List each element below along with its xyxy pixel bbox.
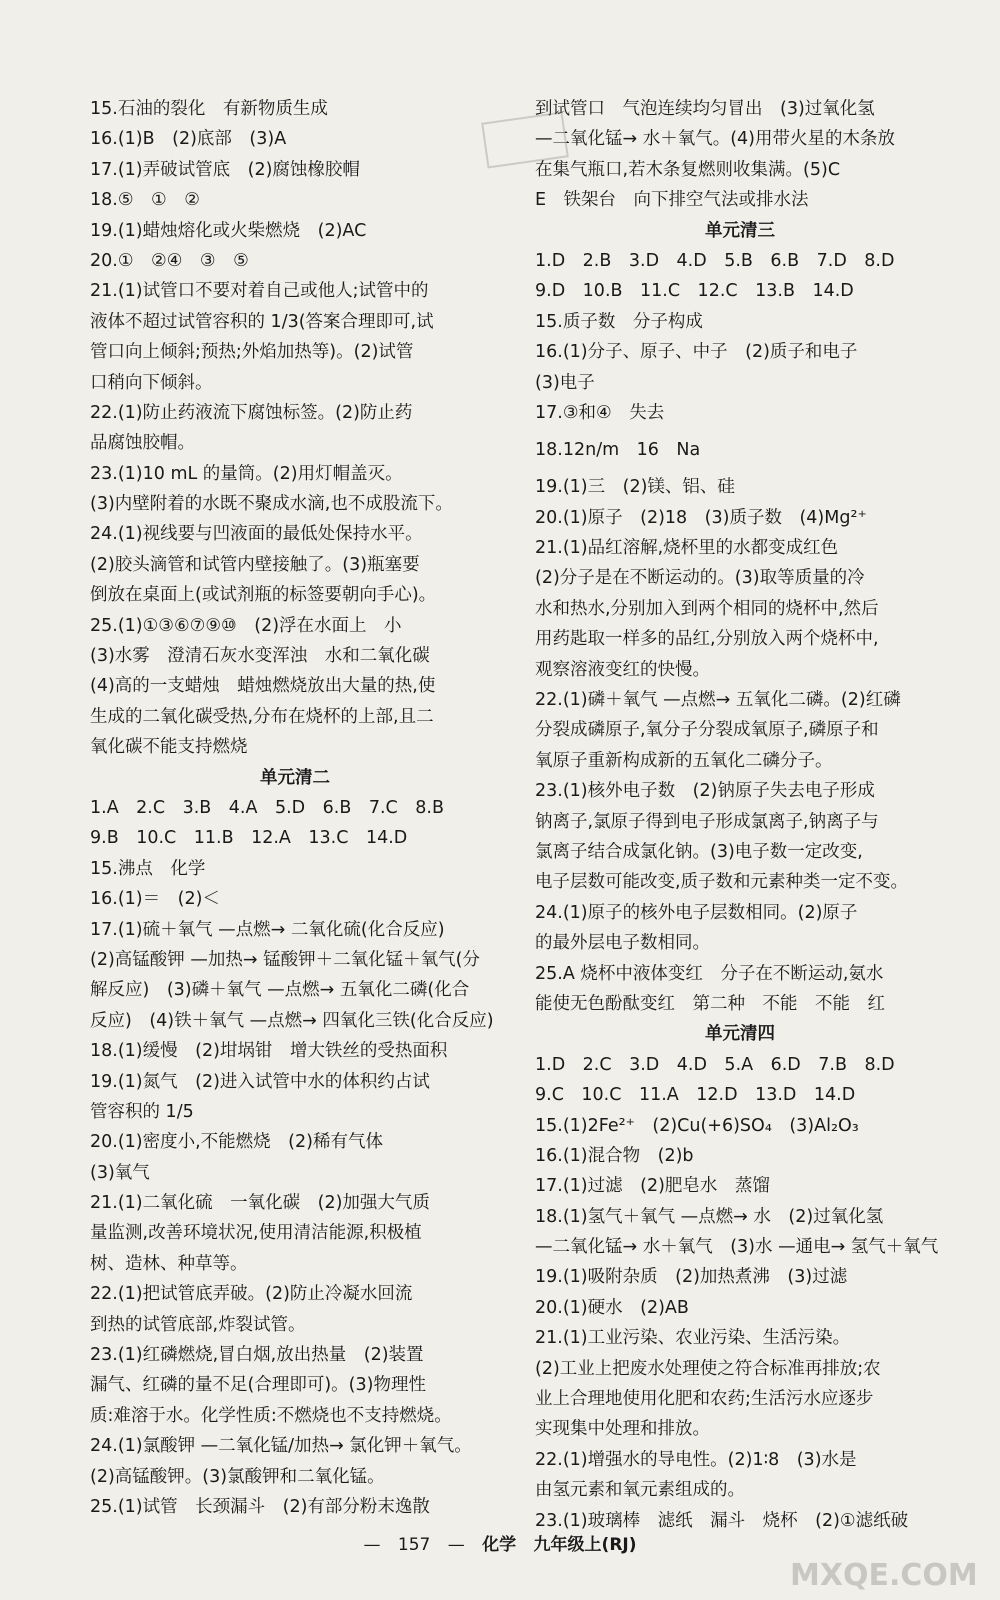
answer-line: 氧原子重新构成新的五氧化二磷分子。 — [535, 750, 833, 771]
answer-line: 到试管口 气泡连续均匀冒出 (3)过氧化氢 — [535, 99, 875, 119]
answer-line: 17.③和④ 失去 — [535, 402, 665, 423]
page-footer: — 157 — 化学 九年级上(RJ) — [363, 1535, 637, 1555]
answer-line: 到热的试管底部,炸裂试管。 — [90, 1314, 306, 1335]
answer-line: 23.(1)玻璃棒 滤纸 漏斗 烧杯 (2)①滤纸破 — [535, 1510, 909, 1531]
answer-line: 倒放在桌面上(或试剂瓶的标签要朝向手心)。 — [90, 585, 437, 606]
stamp-icon — [480, 110, 570, 170]
answer-line: 19.(1)氮气 (2)进入试管中水的体积约占试 — [90, 1071, 430, 1092]
answer-line: 25.(1)试管 长颈漏斗 (2)有部分粉末逸散 — [90, 1496, 430, 1517]
answer-line: 9.C 10.C 11.A 12.D 13.D 14.D — [535, 1085, 856, 1106]
answer-line: 22.(1)磷＋氧气 —点燃→ 五氧化二磷。(2)红磷 — [535, 690, 901, 711]
answer-line: (2)高锰酸钾。(3)氯酸钾和二氧化锰。 — [90, 1466, 385, 1487]
answer-line: 1.D 2.C 3.D 4.D 5.A 6.D 7.B 8.D — [535, 1054, 895, 1075]
answer-line: 水和热水,分别加入到两个相同的烧杯中,然后 — [535, 598, 879, 619]
answer-line: (2)分子是在不断运动的。(3)取等质量的冷 — [535, 568, 865, 589]
answer-line: 15.石油的裂化 有新物质生成 — [90, 99, 328, 119]
answer-line: 品腐蚀胶帽。 — [90, 433, 195, 454]
answer-line: (3)水雾 澄清石灰水变浑浊 水和二氧化碳 — [90, 646, 430, 667]
answer-line: 19.(1)蜡烛熔化或火柴燃烧 (2)AC — [90, 220, 367, 241]
answer-line: (3)氧气 — [90, 1162, 150, 1183]
answer-line: 18.⑤ ① ② — [90, 190, 200, 211]
answer-line: 漏气、红磷的量不足(合理即可)。(3)物理性 — [90, 1375, 426, 1396]
answer-line: 管容积的 1/5 — [90, 1101, 194, 1122]
answer-line: 20.(1)原子 (2)18 (3)质子数 (4)Mg²⁺ — [535, 507, 867, 528]
answer-line: (3)内壁附着的水既不聚成水滴,也不成股流下。 — [90, 494, 453, 515]
watermark-logo-icon — [780, 1540, 980, 1600]
answer-line: 18.12n/m 16 Na — [535, 440, 701, 461]
footer-grade: 九年级上(RJ) — [533, 1535, 637, 1555]
answer-line: 生成的二氧化碳受热,分布在烧杯的上部,且二 — [90, 706, 434, 727]
answer-line: 21.(1)工业污染、农业污染、生活污染。 — [535, 1328, 851, 1349]
answer-line: 17.(1)硫＋氧气 —点燃→ 二氧化硫(化合反应) — [90, 919, 445, 940]
answer-line: 口稍向下倾斜。 — [90, 372, 213, 393]
page-number: 157 — [397, 1535, 431, 1555]
answer-line: 氧化碳不能支持燃烧 — [90, 737, 248, 758]
answer-line: 22.(1)防止药液流下腐蚀标签。(2)防止药 — [90, 402, 413, 423]
answer-line: 量监测,改善环境状况,使用清洁能源,积极植 — [90, 1223, 422, 1244]
answer-line: 反应) (4)铁＋氧气 —点燃→ 四氧化三铁(化合反应) — [90, 1010, 494, 1031]
answer-line: 23.(1)10 mL 的量筒。(2)用灯帽盖灭。 — [90, 463, 403, 484]
answer-line: 钠离子,氯原子得到电子形成氯离子,钠离子与 — [535, 811, 879, 832]
answer-line: 16.(1)＝ (2)＜ — [90, 889, 220, 910]
answer-line: 21.(1)品红溶解,烧杯里的水都变成红色 — [535, 538, 839, 559]
answer-line: —二氧化锰→ 水＋氧气。(4)用带火星的木条放 — [535, 129, 896, 150]
answer-line: 23.(1)核外电子数 (2)钠原子失去电子形成 — [535, 781, 875, 802]
answer-line: 9.B 10.C 11.B 12.A 13.C 14.D — [90, 828, 408, 849]
answer-line: 19.(1)三 (2)镁、铝、硅 — [535, 477, 735, 498]
section-heading: 单元清二 — [260, 767, 330, 788]
answer-line: (2)工业上把废水处理使之符合标准再排放;农 — [535, 1358, 881, 1379]
answer-line: 15.质子数 分子构成 — [535, 311, 703, 332]
answer-line: 25.A 烧杯中液体变红 分子在不断运动,氨水 — [535, 963, 884, 984]
answer-line: 电子层数可能改变,质子数和元素种类一定不变。 — [535, 872, 909, 893]
answer-line: 观察溶液变红的快慢。 — [535, 659, 710, 680]
answer-line: 21.(1)二氧化硫 一氧化碳 (2)加强大气质 — [90, 1193, 430, 1214]
footer-subject: 化学 — [482, 1535, 517, 1555]
answer-line: 解反应) (3)磷＋氧气 —点燃→ 五氧化二磷(化合 — [90, 980, 470, 1001]
answer-line: 由氢元素和氧元素组成的。 — [535, 1480, 745, 1501]
right-column — [535, 94, 945, 1536]
answer-line: 树、造林、种草等。 — [90, 1253, 248, 1274]
left-column — [90, 94, 500, 1522]
answer-line: 9.D 10.B 11.C 12.C 13.B 14.D — [535, 281, 854, 302]
answer-line: 18.(1)氢气＋氧气 —点燃→ 水 (2)过氧化氢 — [535, 1206, 884, 1227]
answer-line: 1.A 2.C 3.B 4.A 5.D 6.B 7.C 8.B — [90, 797, 444, 818]
answer-line: 16.(1)分子、原子、中子 (2)质子和电子 — [535, 342, 858, 363]
answer-line: 18.(1)缓慢 (2)坩埚钳 增大铁丝的受热面积 — [90, 1041, 448, 1062]
answer-line: 21.(1)试管口不要对着自己或他人;试管中的 — [90, 281, 429, 302]
answer-line: 24.(1)原子的核外电子层数相同。(2)原子 — [535, 902, 858, 923]
answer-line: 16.(1)混合物 (2)b — [535, 1145, 694, 1166]
answer-line: 20.(1)密度小,不能燃烧 (2)稀有气体 — [90, 1132, 383, 1153]
svg-text:MXQE.COM: MXQE.COM — [790, 1558, 978, 1593]
answer-line: 20.① ②④ ③ ⑤ — [90, 250, 249, 271]
answer-line: 液体不超过试管容积的 1/3(答案合理即可,试 — [90, 311, 434, 332]
answer-line: 15.沸点 化学 — [90, 858, 206, 879]
answer-line: 20.(1)硬水 (2)AB — [535, 1297, 689, 1318]
answer-line: —二氧化锰→ 水＋氧气 (3)水 —通电→ 氢气＋氧气 — [535, 1237, 939, 1258]
answer-line: (4)高的一支蜡烛 蜡烛燃烧放出大量的热,使 — [90, 676, 436, 697]
answer-line: 能使无色酚酞变红 第二种 不能 不能 红 — [535, 993, 885, 1014]
answer-line: 17.(1)过滤 (2)肥皂水 蒸馏 — [535, 1176, 770, 1197]
answer-line: 24.(1)视线要与凹液面的最低处保持水平。 — [90, 524, 423, 545]
answer-line: 质:难溶于水。化学性质:不燃烧也不支持燃烧。 — [90, 1405, 452, 1426]
answer-line: 15.(1)2Fe²⁺ (2)Cu(+6)SO₄ (3)Al₂O₃ — [535, 1115, 859, 1136]
answer-line: (2)高锰酸钾 —加热→ 锰酸钾＋二氧化锰＋氧气(分 — [90, 949, 480, 970]
answer-line: E 铁架台 向下排空气法或排水法 — [535, 190, 809, 211]
answer-line: (3)电子 — [535, 372, 595, 393]
answer-line: 22.(1)增强水的导电性。(2)1∶8 (3)水是 — [535, 1449, 857, 1470]
answer-line: 分裂成磷原子,氧分子分裂成氧原子,磷原子和 — [535, 720, 879, 741]
answer-line: 24.(1)氯酸钾 —二氧化锰/加热→ 氯化钾＋氧气。 — [90, 1436, 472, 1457]
answer-line: 用药匙取一样多的品红,分别放入两个烧杯中, — [535, 629, 879, 650]
answer-line: 25.(1)①③⑥⑦⑨⑩ (2)浮在水面上 小 — [90, 615, 402, 636]
answer-line: 业上合理地使用化肥和农药;生活污水应逐步 — [535, 1389, 874, 1410]
answer-line: 的最外层电子数相同。 — [535, 933, 710, 954]
section-heading: 单元清三 — [705, 220, 775, 241]
answer-line: 管口向上倾斜;预热;外焰加热等)。(2)试管 — [90, 342, 414, 363]
answer-line: 在集气瓶口,若木条复燃则收集满。(5)C — [535, 159, 841, 180]
answer-line: 22.(1)把试管底弄破。(2)防止冷凝水回流 — [90, 1284, 413, 1305]
answer-line: 1.D 2.B 3.D 4.D 5.B 6.B 7.D 8.D — [535, 250, 895, 271]
answer-line: (2)胶头滴管和试管内壁接触了。(3)瓶塞要 — [90, 554, 420, 575]
answer-line: 实现集中处理和排放。 — [535, 1419, 710, 1440]
answer-line: 氯离子结合成氯化钠。(3)电子数一定改变, — [535, 841, 863, 862]
answer-line: 17.(1)弄破试管底 (2)腐蚀橡胶帽 — [90, 159, 360, 180]
answer-line: 16.(1)B (2)底部 (3)A — [90, 129, 287, 150]
answer-line: 19.(1)吸附杂质 (2)加热煮沸 (3)过滤 — [535, 1267, 848, 1288]
answer-line: 23.(1)红磷燃烧,冒白烟,放出热量 (2)装置 — [90, 1345, 424, 1366]
section-heading: 单元清四 — [705, 1024, 775, 1045]
